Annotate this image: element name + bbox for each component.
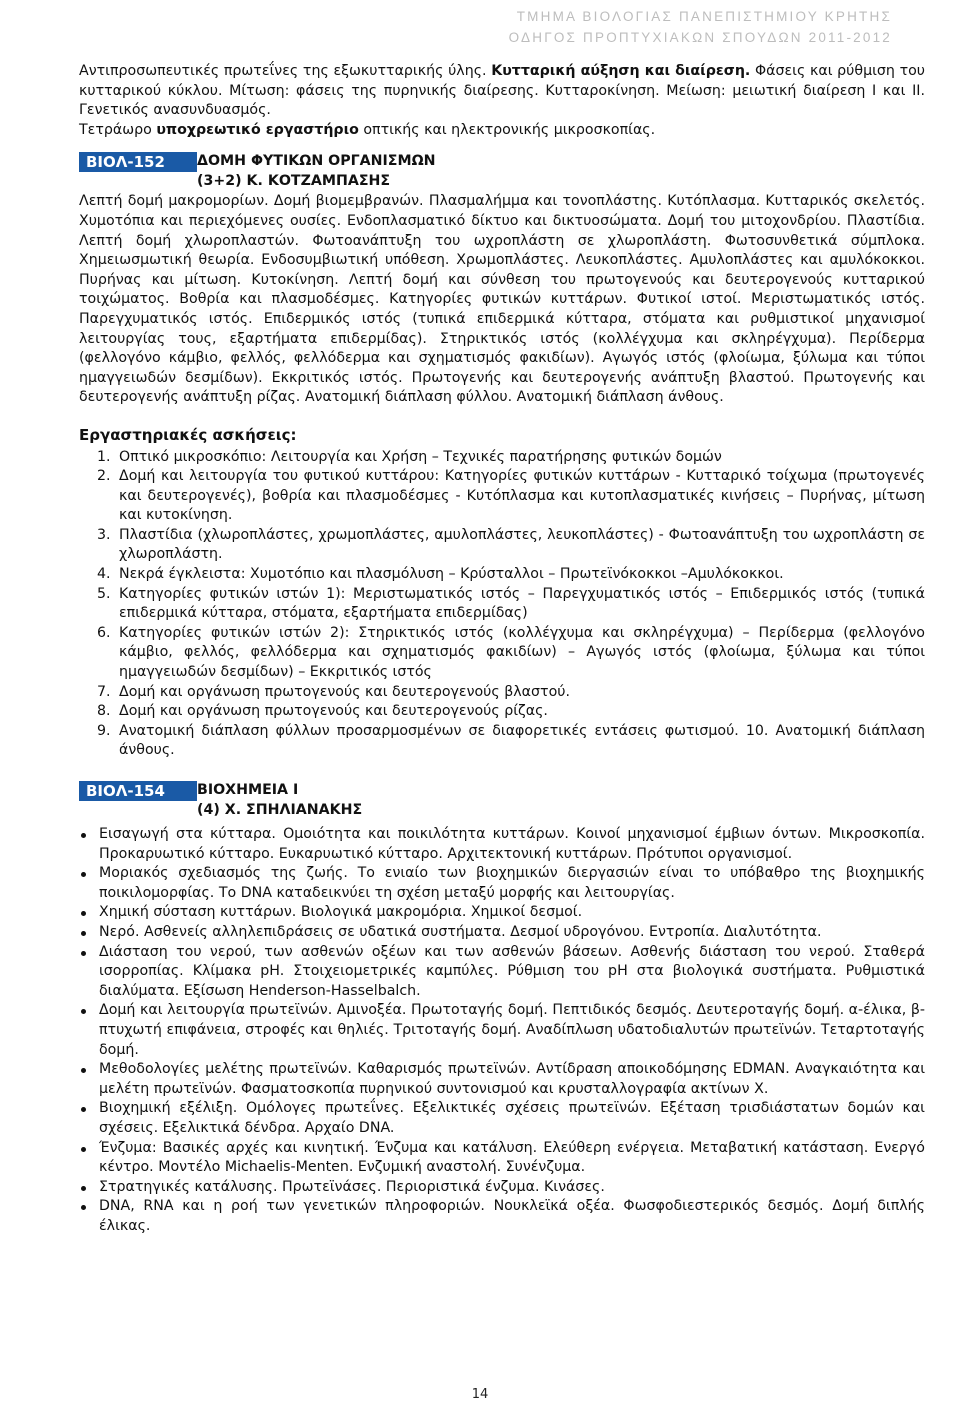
- bullet-icon: [81, 911, 86, 916]
- course-title-block: [197, 781, 362, 820]
- list-item-text: Δομή και οργάνωση πρωτογενούς και δευτερογενούς βλαστού.: [119, 683, 570, 700]
- list-item-text: Ανατομική διάπλαση φύλλων προσαρμοσμένων σε διαφορετικές εντάσεις φωτισμού. 10. Ανατομική διάπλαση άνθους.: [119, 722, 925, 759]
- lab-exercises-heading: Εργαστηριακές ασκήσεις:: [79, 425, 297, 444]
- list-item-text: Δομή και λειτουργία πρωτεϊνών. Αμινοξέα. Πρωτοταγής δομή. Πεπτιδικός δεσμός. Δευτεροταγής δομή. α-έλικα, β-πτυχωτή επιφάνεια, στροφές και θηλιές. Τριτοταγής δομή. Αναδίπλωση υδατοδιαλυτών πρωτεϊνών. Τεταρτοταγής δομή.: [99, 1002, 925, 1058]
- list-item-number: 9.: [97, 722, 111, 739]
- course-code-badge: ΒΙΟΛ-152: [79, 152, 197, 172]
- list-item-text: Ένζυμα: Βασικές αρχές και κινητική. Ένζυμα και κατάλυση. Ελεύθερη ενέργεια. Μεταβατική κατάσταση. Ενεργό κέντρο. Μοντέλο Michaelis-Menten. Ενζυμική αναστολή. Συνένζυμα.: [99, 1139, 925, 1176]
- list-item-number: 8.: [97, 703, 111, 720]
- course-credits-instructor: (3+2) Κ. ΚΟΤΖΑΜΠΑΣΗΣ: [197, 172, 391, 189]
- lab-note-text: Τετράωρο: [79, 121, 157, 138]
- list-item-text: Διάσταση του νερού, των ασθενών οξέων και των ασθενών βάσεων. Ασθενής διάσταση του νερού. Σταθερά ισορροπίας. Κλίμακα pH. Στοιχειομετρικές καμπύλες. Ρύθμιση του pH στα βιολογικά συστήματα. Ρυθμιστικά διαλύματα. Εξίσωση Henderson-Hasselbalch.: [99, 943, 925, 999]
- course-header-154: [79, 781, 925, 825]
- bullet-icon: [81, 931, 86, 936]
- course-topics-list: [79, 825, 925, 1236]
- list-item-text: Νερό. Ασθενείς αλληλεπιδράσεις σε υδατικά συστήματα. Δεσμοί υδρογόνου. Εντροπία. Διαλυτότητα.: [99, 923, 822, 940]
- list-item-text: Δομή και λειτουργία του φυτικού κυττάρου: Κατηγορίες φυτικών κυττάρων - Κυτταρικό τοίχωμα (πρωτογενές και δευτερογενές), βοθρία και πλασμοδέσμες - Κυτόπλασμα και κυτοπλασματικές κινήσεις – Πυρήνας, μίτωση και κυτοκίνηση.: [119, 468, 925, 524]
- list-item: [79, 722, 925, 761]
- list-item: [79, 683, 925, 703]
- bullet-icon: [81, 1068, 86, 1073]
- list-item-number: 7.: [97, 683, 111, 700]
- list-item-text: Μοριακός σχεδιασμός της ζωής. Το ενιαίο των βιοχημικών διεργασιών είναι το υπόβαθρο της βιοχημικής ποικιλομορφίας. Το DNA καταδεικνύει τη σχέση μεταξύ μορφής και λειτουργίας.: [99, 865, 925, 901]
- list-item-number: 1.: [97, 448, 111, 465]
- lab-note-paragraph: [79, 121, 925, 141]
- list-item: [79, 624, 925, 683]
- bullet-icon: [81, 1009, 86, 1014]
- list-item: [79, 923, 925, 943]
- list-item-number: 3.: [97, 526, 111, 543]
- page-number: 14: [471, 1387, 489, 1402]
- bullet-icon: [81, 833, 86, 838]
- bullet-icon: [81, 1147, 86, 1152]
- list-item-text: Οπτικό μικροσκόπιο: Λειτουργία και Χρήση – Τεχνικές παρατήρησης φυτικών δομών: [119, 448, 722, 465]
- course-code-badge: ΒΙΟΛ-154: [79, 781, 197, 801]
- list-item-text: Νεκρά έγκλειστα: Χυμοτόπιο και πλασμόλυση – Κρύσταλλοι – Πρωτεϊνόκοκκοι –Αμυλόκοκκοι.: [119, 566, 784, 583]
- intro-text: Αντιπροσωπευτικές πρωτεΐνες της εξωκυτταρικής ύλης.: [79, 63, 492, 79]
- course-credits-instructor: (4) Χ. ΣΠΗΛΙΑΝΑΚΗΣ: [197, 801, 363, 818]
- list-item-text: Δομή και οργάνωση πρωτογενούς και δευτερογενούς ρίζας.: [119, 703, 548, 720]
- list-item-text: Εισαγωγή στα κύτταρα. Ομοιότητα και ποικιλότητα κυττάρων. Κοινοί μηχανισμοί έμβιων όντων. Μικροσκοπία. Προκαρυωτικό κύτταρο. Ευκαρυωτικό κύτταρο. Αρχιτεκτονική κυττάρων. Πρότυποι οργανισμοί.: [99, 826, 925, 862]
- list-item-number: 2.: [97, 468, 111, 485]
- bullet-icon: [81, 872, 86, 877]
- course-header-152: [79, 152, 925, 192]
- bullet-icon: [81, 1107, 86, 1112]
- list-item: [79, 864, 925, 903]
- course-title-block: [197, 152, 436, 191]
- list-item-text: Κατηγορίες φυτικών ιστών 2): Στηρικτικός ιστός (κολλέγχυμα και σκληρέγχυμα) – Περίδερμα (φελλογόνο κάμβιο, φελλός, φελλόδερμα και σχηματισμός φακιδίων) – Αγωγός ιστός (φλοίωμα, ξύλωμα και τύποι ημαγγειωδών δεσμίδων) – Εκκριτικός ιστός: [119, 624, 925, 681]
- list-item: [79, 448, 925, 468]
- list-item: [79, 1001, 925, 1060]
- list-item: [79, 1197, 925, 1236]
- list-item-text: Μεθοδολογίες μελέτης πρωτεϊνών. Καθαρισμός πρωτεϊνών. Αντίδραση αποικοδόμησης EDMAN. Αναγκαιότητα και μελέτη πρωτεϊνών. Φασματοσκοπία πυρηνικού συντονισμού και κρυσταλλογραφία ακτίνων Χ.: [99, 1061, 925, 1097]
- list-item: [79, 526, 925, 565]
- header-guide-title: ΟΔΗΓΟΣ ΠΡΟΠΤΥΧΙΑΚΩΝ ΣΠΟΥΔΩΝ 2011-2012: [508, 30, 892, 45]
- bullet-icon: [81, 1186, 86, 1191]
- list-item-text: Βιοχημική εξέλιξη. Ομόλογες πρωτεΐνες. Εξελικτικές σχέσεις πρωτεϊνών. Εξέταση τρισδιάστατων δομών και σχέσεις. Εξελικτικά δένδρα. Αρχαίο DNA.: [99, 1100, 925, 1136]
- course-description: Λεπτή δομή μακρομορίων. Δομή βιομεμβρανών. Πλασμαλήμμα και τονοπλάστης. Κυτόπλασμα. Κυτταρικός σκελετός. Χυμοτόπια και περιεχόμενες ουσίες. Ενδοπλασματικό δίκτυο και δικτυοσώματα. Δομή του μιτοχονδρίου. Πλαστίδια. Λεπτή δομή χλωροπλαστών. Φωτοανάπτυξη του ωχροπλάστη σε χλωροπλάστη. Φωτοσυνθετικά σύμπλοκα. Χημειωσμωτική θεωρία. Ενδοσυμβιωτική υπόθεση. Χρωμοπλάστες. Λευκοπλάστες. Αμυλοπλάστες και αμυλόκοκκοι. Πυρήνας και μίτωση. Κυτοκίνηση. Λεπτή δομή και σύνθεση του πρωτογενούς και δευτερογενούς κυτταρικού τοιχώματος. Βοθρία και πλασμοδέσμες. Κατηγορίες φυτικών κυττάρων. Φυτικοί ιστοί. Μεριστωματικός ιστός. Παρεγχυματικός ιστός. Επιδερμικός ιστός (τυπικά επιδερμικά κύτταρα, στόματα και ρυθμιστικοί μηχανισμοί λειτουργίας τους, εξαρτήματα επιδερμίδας). Στηρικτικός ιστός (κολλέγχυμα και σκληρέγχυμα). Περίδερμα (φελλογόνο κάμβιο, φελλός, φελλόδερμα και σχηματισμός φακιδίων). Αγωγός ιστός (φλοίωμα, ξύλωμα και τύποι ημαγγειωδών δεσμίδων). Εκκριτικός ιστός. Πρωτογενής και δευτερογενής ανάπτυξη βλαστού. Πρωτογενής και δευτερογενής ανάπτυξη ρίζας. Ανατομική διάπλαση φύλλου. Ανατομική διάπλαση άνθους.: [79, 193, 925, 406]
- intro-paragraph: [79, 62, 925, 121]
- list-item: [79, 467, 925, 526]
- lab-exercises-list: [79, 448, 925, 762]
- document-header: [509, 6, 892, 48]
- lab-note-text-cont: οπτικής και ηλεκτρονικής μικροσκοπίας.: [358, 121, 656, 138]
- list-item: [79, 1060, 925, 1099]
- list-item: [79, 1178, 925, 1198]
- header-department: ΤΜΗΜΑ ΒΙΟΛΟΓΙΑΣ ΠΑΝΕΠΙΣΤΗΜΙΟΥ ΚΡΗΤΗΣ: [516, 9, 892, 24]
- list-item: [79, 1139, 925, 1178]
- list-item: [79, 565, 925, 585]
- intro-text-cont: Φάσεις και ρύθμιση του κυτταρικού κύκλου. Μίτωση: φάσεις της πυρηνικής διαίρεσης. Κυτταροκίνηση. Μείωση: μειωτική διαίρεση Ι και ΙΙ. Γενετικός ανασυνδυασμός.: [79, 63, 925, 119]
- page-content: [79, 62, 925, 1236]
- list-item-text: Κατηγορίες φυτικών ιστών 1): Μεριστωματικός ιστός – Παρεγχυματικός ιστός – Επιδερμικός ιστός (τυπικά επιδερμικά κύτταρα, στόματα, εξαρτήματα επιδερμίδας): [119, 585, 925, 622]
- list-item-text: Χημική σύσταση κυττάρων. Βιολογικά μακρομόρια. Χημικοί δεσμοί.: [99, 904, 583, 921]
- list-item: [79, 702, 925, 722]
- list-item-text: DNA, RNA και η ροή των γενετικών πληροφοριών. Νουκλεϊκά οξέα. Φωσφοδιεστερικός δεσμός. Δομή διπλής έλικας.: [99, 1198, 925, 1234]
- bullet-icon: [81, 1205, 86, 1210]
- list-item: [79, 903, 925, 923]
- list-item: [79, 825, 925, 864]
- course-title: ΒΙΟΧΗΜΕΙΑ Ι: [197, 782, 299, 798]
- list-item: [79, 1099, 925, 1138]
- lab-note-bold: υποχρεωτικό εργαστήριο: [156, 121, 359, 138]
- list-item-number: 4.: [97, 566, 111, 583]
- course-title: ΔΟΜΗ ΦΥΤΙΚΩΝ ΟΡΓΑΝΙΣΜΩΝ: [197, 153, 436, 170]
- bullet-icon: [81, 951, 86, 956]
- list-item-text: Πλαστίδια (χλωροπλάστες, χρωμοπλάστες, αμυλοπλάστες, λευκοπλάστες) - Φωτοανάπτυξη του ωχροπλάστη σε χλωροπλάστη.: [119, 526, 925, 563]
- list-item-number: 5.: [97, 585, 111, 602]
- intro-bold-heading: Κυτταρική αύξηση και διαίρεση.: [491, 63, 751, 79]
- list-item: [79, 943, 925, 1002]
- list-item-text: Στρατηγικές κατάλυσης. Πρωτεϊνάσες. Περιοριστικά ένζυμα. Κινάσες.: [99, 1178, 605, 1195]
- list-item-number: 6.: [97, 624, 111, 641]
- list-item: [79, 585, 925, 624]
